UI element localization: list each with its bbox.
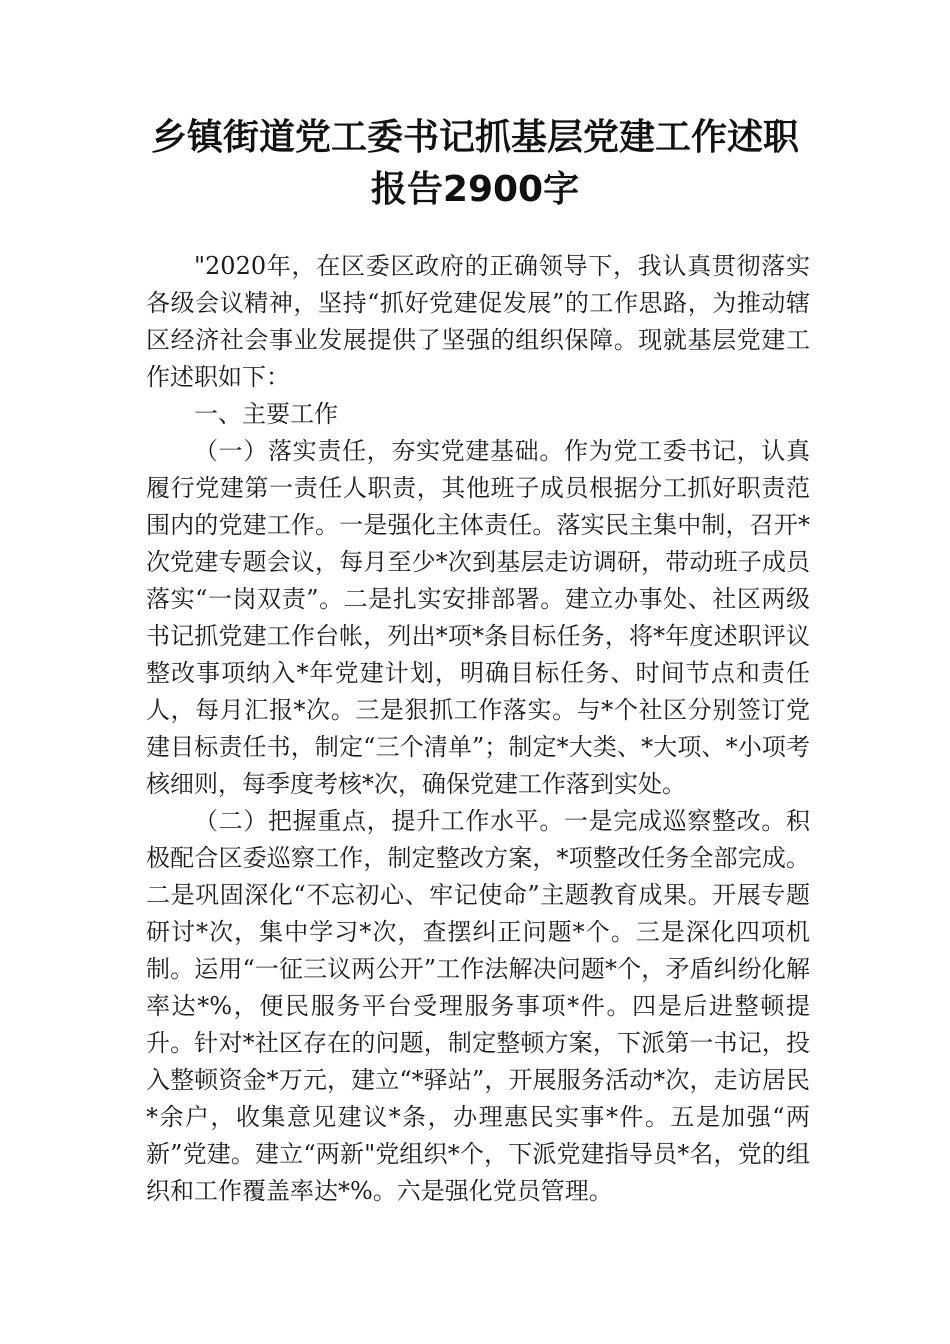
intro-paragraph: "2020年，在区委区政府的正确领导下，我认真贯彻落实各级会议精神，坚持“抓好党建促发展”的工作思路，为推动辖区经济社会事业发展提供了坚强的组织保障。现就基层党建工作述职如下： (146, 252, 810, 391)
body-paragraph: （二）把握重点，提升工作水平。一是完成巡察整改。积极配合区委巡察工作，制定整改方案，*项整改任务全部完成。二是巩固深化“不忘初心、牢记使命”主题教育成果。开展专题研讨*次，集中学习*次，查摆纠正问题*个。三是深化四项机制。运用“一征三议两公开”工作法解决问题*个，矛盾纠纷化解率达*%，便民服务平台受理服务事项*件。四是后进整顿提升。针对*社区存在的问题，制定整顿方案，下派第一书记，投入整顿资金*万元，建立“*驿站”，开展服务活动*次，走访居民*余户，收集意见建议*条，办理惠民实事*件。五是加强“两新”党建。建立“两新"党组织*个，下派党建指导员*名，党的组织和工作覆盖率达*%。六是强化党员管理。 (146, 807, 810, 1205)
document-title: 乡镇街道党工委书记抓基层党建工作述职报告2900字 (150, 117, 799, 210)
document-body (146, 248, 810, 1210)
body-paragraph: （一）落实责任，夯实党建基础。作为党工委书记，认真履行党建第一责任人职责，其他班子成员根据分工抓好职责范围内的党建工作。一是强化主体责任。落实民主集中制，召开*次党建专题会议，每月至少*次到基层走访调研，带动班子成员落实“一岗双责”。二是扎实安排部署。建立办事处、社区两级书记抓党建工作台帐，列出*项*条目标任务，将*年度述职评议整改事项纳入*年党建计划，明确目标任务、时间节点和责任人，每月汇报*次。三是狠抓工作落实。与*个社区分别签订党建目标责任书，制定“三个清单”；制定*大类、*大项、*小项考核细则，每季度考核*次，确保党建工作落到实处。 (146, 437, 810, 798)
section-heading: 一、主要工作 (194, 400, 338, 428)
